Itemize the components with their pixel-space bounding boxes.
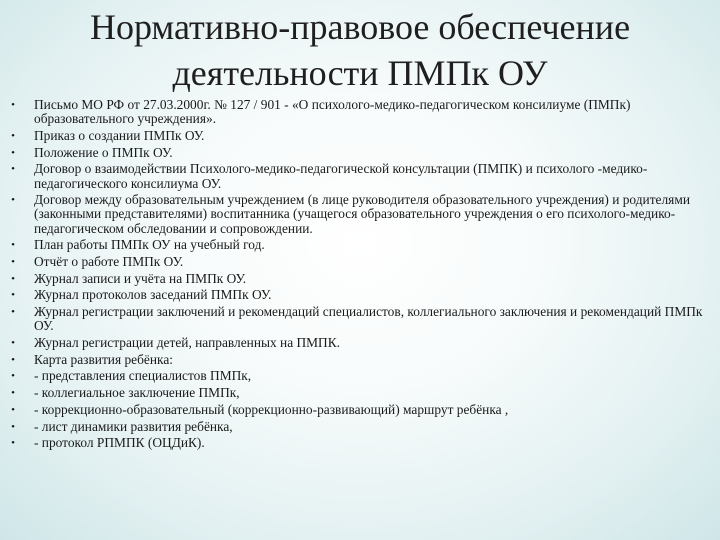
- list-item-text: Журнал записи и учёта на ПМПк ОУ.: [34, 270, 247, 286]
- list-item-text: Журнал регистрации детей, направленных на ПМПК.: [34, 335, 341, 351]
- list-item: [8, 98, 708, 126]
- list-item-text: - коррекционно-образовательный (коррекционно-развивающий) маршрут ребёнка ,: [34, 401, 509, 417]
- bullet-icon: •: [11, 163, 15, 176]
- list-item: [8, 386, 708, 400]
- bullet-icon: •: [11, 289, 15, 302]
- bullet-icon: •: [11, 403, 15, 416]
- bullet-icon: •: [11, 129, 15, 142]
- bullet-icon: •: [11, 370, 15, 383]
- list-item: [8, 336, 708, 350]
- bullet-icon: •: [11, 256, 15, 269]
- bullet-icon: •: [11, 272, 15, 285]
- list-item-text: Письмо МО РФ от 27.03.2000г. № 127 / 901 - «О психолого-медико-педагогическом консилиуме (ПМПк) образовательного учреждения».: [34, 97, 631, 127]
- list-item-text: Журнал регистрации заключений и рекомендаций специалистов, коллегиального заключения и рекомендаций ПМПк ОУ.: [34, 304, 703, 334]
- list-item: [8, 436, 708, 450]
- list-item-text: Приказ о создании ПМПк ОУ.: [34, 127, 205, 143]
- list-item-text: - коллегиальное заключение ПМПк,: [34, 385, 240, 401]
- slide-title-line-2: деятельности ПМПк ОУ: [172, 53, 548, 93]
- list-item: [8, 129, 708, 143]
- list-item: [8, 162, 708, 190]
- list-item: [8, 420, 708, 434]
- bullet-icon: •: [11, 420, 15, 433]
- list-item-text: Договор между образовательным учреждением (в лице руководителя образовательного учреждения) и родителями (законными представителями) воспитанника (учащегося образовательного учреждения о его психолого-медико-педагогическом обследовании и сопровождении.: [34, 192, 690, 236]
- list-item: [8, 272, 708, 286]
- list-item: [8, 403, 708, 417]
- bullet-icon: •: [11, 437, 15, 450]
- list-item: [8, 255, 708, 269]
- bullet-icon: •: [11, 353, 15, 366]
- list-item: [8, 193, 708, 236]
- list-item-text: - лист динамики развития ребёнка,: [34, 418, 233, 434]
- list-item-text: Отчёт о работе ПМПк ОУ.: [34, 254, 184, 270]
- bullet-icon: •: [11, 239, 15, 252]
- bullet-icon: •: [11, 337, 15, 350]
- slide-title-line-1: Нормативно-правовое обеспечение: [89, 7, 631, 47]
- list-item-text: Договор о взаимодействии Психолого-медико-педагогической консультации (ПМПК) и психолого -медико-педагогического консилиума ОУ.: [34, 161, 648, 191]
- list-item-text: - протокол РПМПК (ОЦДиК).: [34, 435, 205, 451]
- list-item-text: Журнал протоколов заседаний ПМПк ОУ.: [34, 287, 272, 303]
- list-item: [8, 369, 708, 383]
- bullet-icon: •: [11, 146, 15, 159]
- bullet-icon: •: [11, 99, 15, 111]
- list-item-text: Положение о ПМПк ОУ.: [34, 144, 173, 160]
- slide-title: [0, 4, 720, 96]
- list-item: [8, 305, 708, 333]
- bullet-icon: •: [11, 194, 15, 207]
- bullet-icon: •: [11, 387, 15, 400]
- list-item: [8, 238, 708, 252]
- list-item: [8, 353, 708, 367]
- list-item: [8, 288, 708, 302]
- list-item-text: - представления специалистов ПМПк,: [34, 368, 252, 384]
- bullet-icon: •: [11, 306, 15, 319]
- list-item: [8, 146, 708, 160]
- list-item-text: План работы ПМПк ОУ на учебный год.: [34, 237, 265, 253]
- bullet-list: [8, 98, 708, 453]
- list-item-text: Карта развития ребёнка:: [34, 351, 173, 367]
